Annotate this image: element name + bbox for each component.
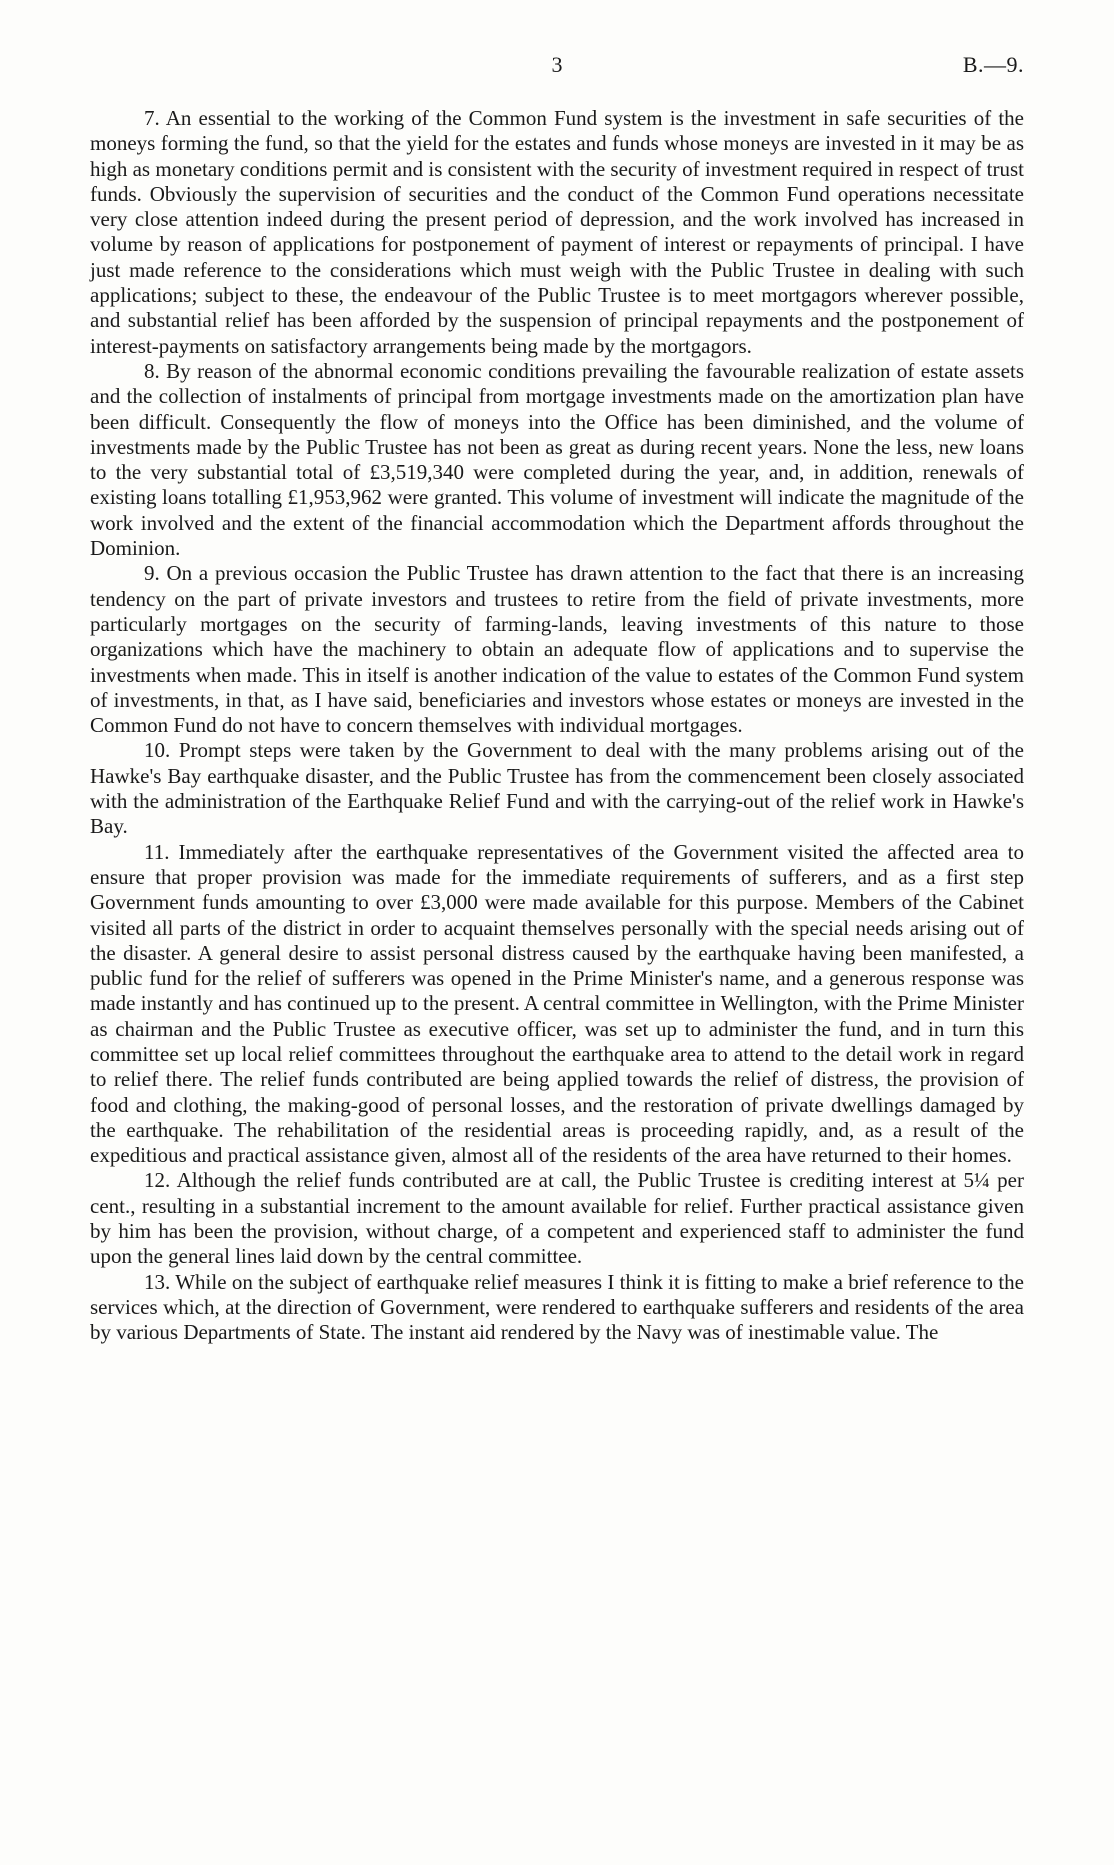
document-reference: B.—9.	[962, 52, 1024, 77]
body-text	[90, 106, 1024, 1346]
paragraph-12: 12. Although the relief funds contributed are at call, the Public Trustee is crediting interest at 5¼ per cent., resulting in a substantial increment to the amount available for relief. Further practical assistance given by him has been the provision, without charge, of a competent and experienced staff to administer the fund upon the general lines laid down by the central committee.	[90, 1168, 1024, 1269]
paragraph-9: 9. On a previous occasion the Public Trustee has drawn attention to the fact that there is an increasing tendency on the part of private investors and trustees to retire from the field of private investments, more particularly mortgages on the security of farming-lands, leaving investments of this nature to those organizations which have the machinery to obtain an adequate flow of applications and to supervise the investments when made. This in itself is another indication of the value to estates of the Common Fund system of investments, in that, as I have said, beneficiaries and investors whose estates or moneys are invested in the Common Fund do not have to concern themselves with individual mortgages.	[90, 561, 1024, 738]
paragraph-8: 8. By reason of the abnormal economic conditions prevailing the favourable realization of estate assets and the collection of instalments of principal from mortgage investments made on the amortization plan have been difficult. Consequently the flow of moneys into the Office has been diminished, and the volume of investments made by the Public Trustee has not been as great as during recent years. None the less, new loans to the very substantial total of £3,519,340 were completed during the year, and, in addition, renewals of existing loans totalling £1,953,962 were granted. This volume of investment will indicate the magnitude of the work involved and the extent of the financial accommodation which the Department affords throughout the Dominion.	[90, 358, 1024, 561]
paragraph-11: 11. Immediately after the earthquake representatives of the Government visited the affected area to ensure that proper provision was made for the immediate requirements of sufferers, and as a first step Government funds amounting to over £3,000 were made available for this purpose. Members of the Cabinet visited all parts of the district in order to acquaint themselves personally with the special needs arising out of the disaster. A general desire to assist personal distress caused by the earthquake having been manifested, a public fund for the relief of sufferers was opened in the Prime Minister's name, and a generous response was made instantly and has continued up to the present. A central committee in Wellington, with the Prime Minister as chairman and the Public Trustee as executive officer, was set up to administer the fund, and in turn this committee set up local relief committees throughout the earthquake area to attend to the detail work in regard to relief there. The relief funds contributed are being applied towards the relief of distress, the provision of food and clothing, the making-good of personal losses, and the restoration of private dwellings damaged by the earthquake. The rehabilitation of the residential areas is proceeding rapidly, and, as a result of the expeditious and practical assistance given, almost all of the residents of the area have returned to their homes.	[90, 839, 1024, 1168]
paragraph-7: 7. An essential to the working of the Common Fund system is the investment in safe securities of the moneys forming the fund, so that the yield for the estates and funds whose moneys are invested in it may be as high as monetary conditions permit and is consistent with the security of investment required in respect of trust funds. Obviously the supervision of securities and the conduct of the Common Fund operations necessitate very close attention indeed during the present period of depression, and the work involved has increased in volume by reason of applications for postponement of payment of interest or repayments of principal. I have just made reference to the considerations which must weigh with the Public Trustee in dealing with such applications; subject to these, the endeavour of the Public Trustee is to meet mortgagors wherever possible, and substantial relief has been afforded by the suspension of principal repayments and the postponement of interest-payments on satisfactory arrangements being made by the mortgagors.	[90, 106, 1024, 358]
page-header	[90, 52, 1024, 82]
page-number: 3	[551, 52, 563, 77]
paragraph-13: 13. While on the subject of earthquake relief measures I think it is fitting to make a brief reference to the services which, at the direction of Government, were rendered to earthquake sufferers and residents of the area by various Departments of State. The instant aid rendered by the Navy was of inestimable value. The	[90, 1269, 1024, 1345]
paragraph-10: 10. Prompt steps were taken by the Government to deal with the many problems arising out of the Hawke's Bay earthquake disaster, and the Public Trustee has from the commencement been closely associated with the administration of the Earthquake Relief Fund and with the carrying-out of the relief work in Hawke's Bay.	[90, 738, 1024, 839]
